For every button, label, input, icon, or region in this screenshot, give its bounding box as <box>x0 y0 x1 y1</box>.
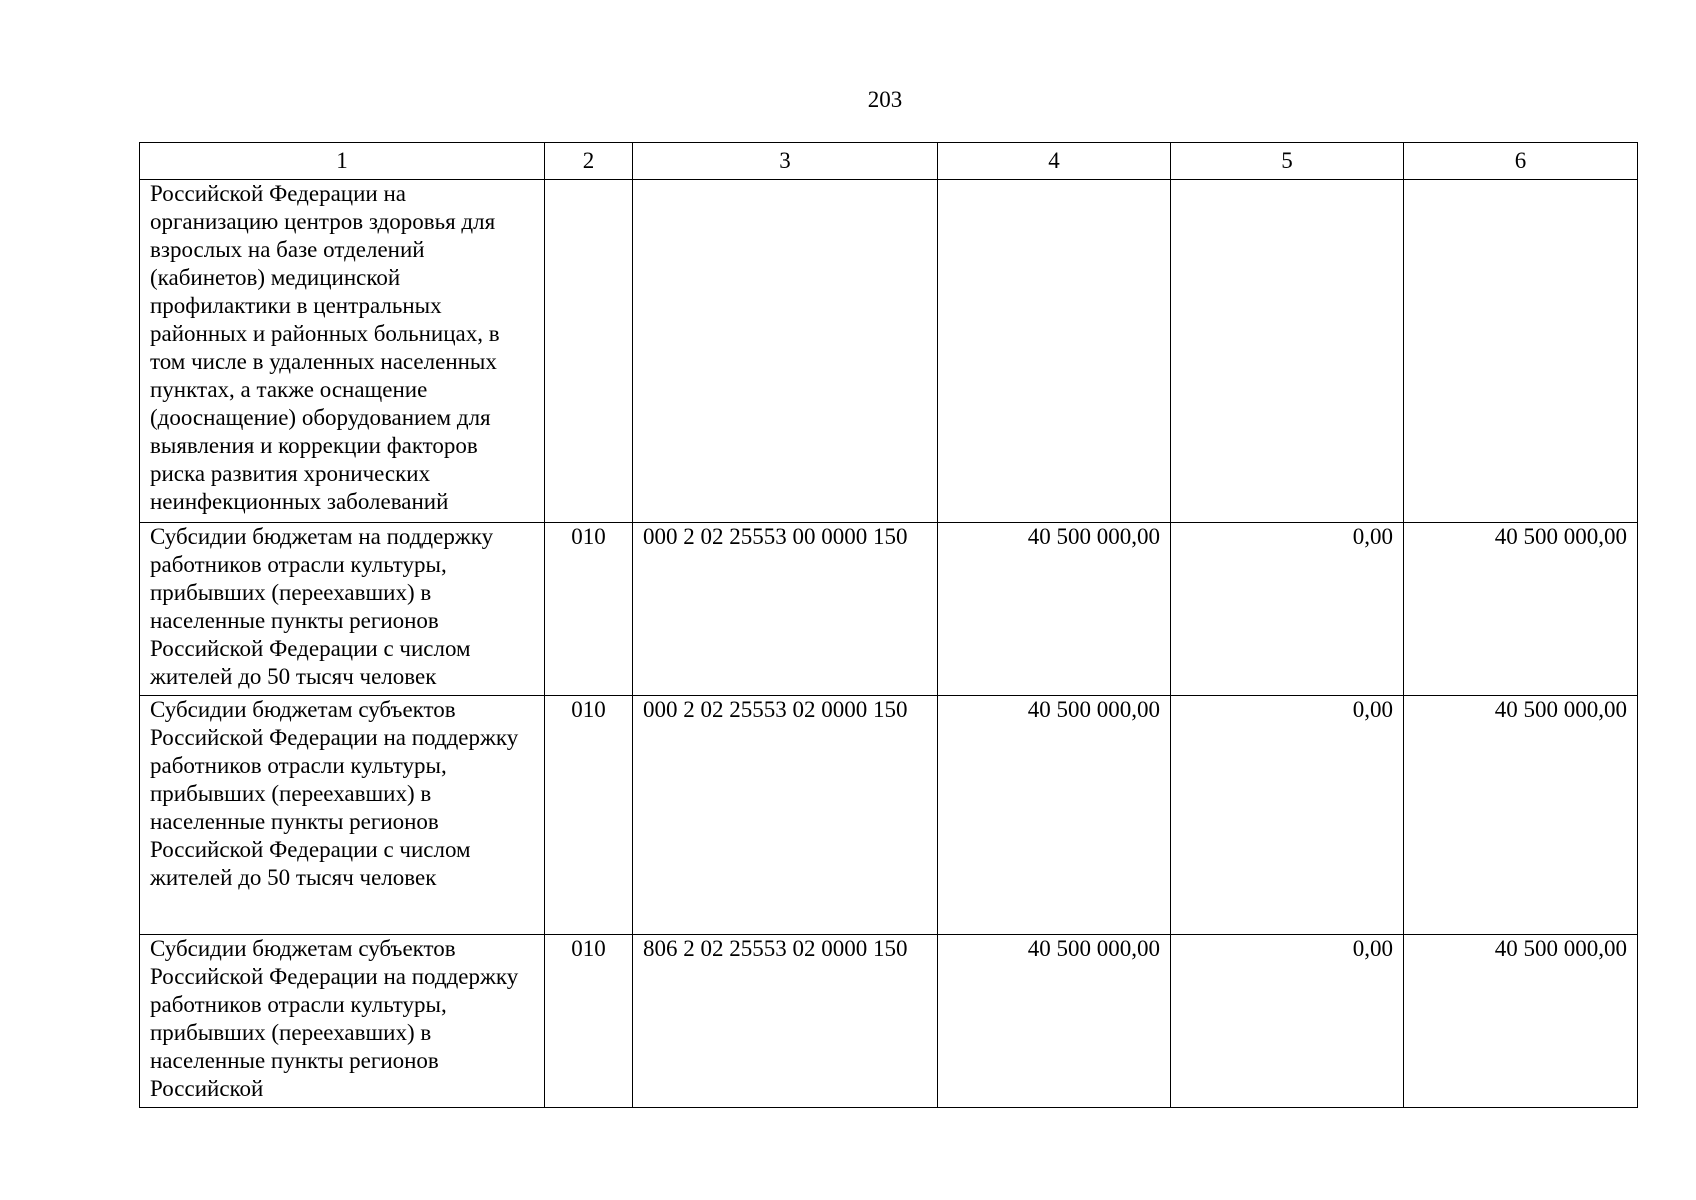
row-name-cell: Субсидии бюджетам на поддержку работников отрасли культуры, прибывших (переехавших) в населенные пункты регионов Российской Федерации с числом жителей до 50 тысяч человек <box>140 523 545 696</box>
row-amount-cell <box>1171 180 1404 523</box>
column-header: 4 <box>938 143 1171 180</box>
row-amount-cell: 0,00 <box>1171 523 1404 696</box>
row-amount-cell: 0,00 <box>1171 935 1404 1108</box>
row-code-cell: 010 <box>545 523 633 696</box>
row-name-cell: Субсидии бюджетам субъектов Российской Федерации на поддержку работников отрасли культуры, прибывших (переехавших) в населенные пункты регионов Российской Федерации с числом жителей до 50 тысяч человек <box>140 696 545 935</box>
column-header: 1 <box>140 143 545 180</box>
row-name-cell: Субсидии бюджетам субъектов Российской Федерации на поддержку работников отрасли культуры, прибывших (переехавших) в населенные пункты регионов Российской <box>140 935 545 1108</box>
column-header: 2 <box>545 143 633 180</box>
row-kbk-cell: 000 2 02 25553 02 0000 150 <box>633 696 938 935</box>
row-code-cell <box>545 180 633 523</box>
row-kbk-cell: 806 2 02 25553 02 0000 150 <box>633 935 938 1108</box>
row-amount-cell: 40 500 000,00 <box>938 523 1171 696</box>
row-code-cell: 010 <box>545 935 633 1108</box>
table-row <box>140 180 1638 523</box>
row-amount-cell: 40 500 000,00 <box>1404 935 1638 1108</box>
table-header-row <box>140 143 1638 180</box>
table-row <box>140 523 1638 696</box>
column-header: 5 <box>1171 143 1404 180</box>
row-amount-cell: 40 500 000,00 <box>1404 523 1638 696</box>
page-number: 203 <box>867 87 903 112</box>
row-amount-cell: 0,00 <box>1171 696 1404 935</box>
column-header: 6 <box>1404 143 1638 180</box>
row-kbk-cell <box>633 180 938 523</box>
budget-table <box>139 142 1638 1108</box>
row-amount-cell <box>1404 180 1638 523</box>
row-kbk-cell: 000 2 02 25553 00 0000 150 <box>633 523 938 696</box>
table-row <box>140 935 1638 1108</box>
row-amount-cell: 40 500 000,00 <box>938 696 1171 935</box>
row-code-cell: 010 <box>545 696 633 935</box>
table-row <box>140 696 1638 935</box>
column-header: 3 <box>633 143 938 180</box>
row-amount-cell: 40 500 000,00 <box>1404 696 1638 935</box>
row-name-cell: Российской Федерации на организацию центров здоровья для взрослых на базе отделений (кабинетов) медицинской профилактики в центральных районных и районных больницах, в том числе в удаленных населенных пунктах, а также оснащение (дооснащение) оборудованием для выявления и коррекции факторов риска развития хронических неинфекционных заболеваний <box>140 180 545 523</box>
row-amount-cell: 40 500 000,00 <box>938 935 1171 1108</box>
row-amount-cell <box>938 180 1171 523</box>
